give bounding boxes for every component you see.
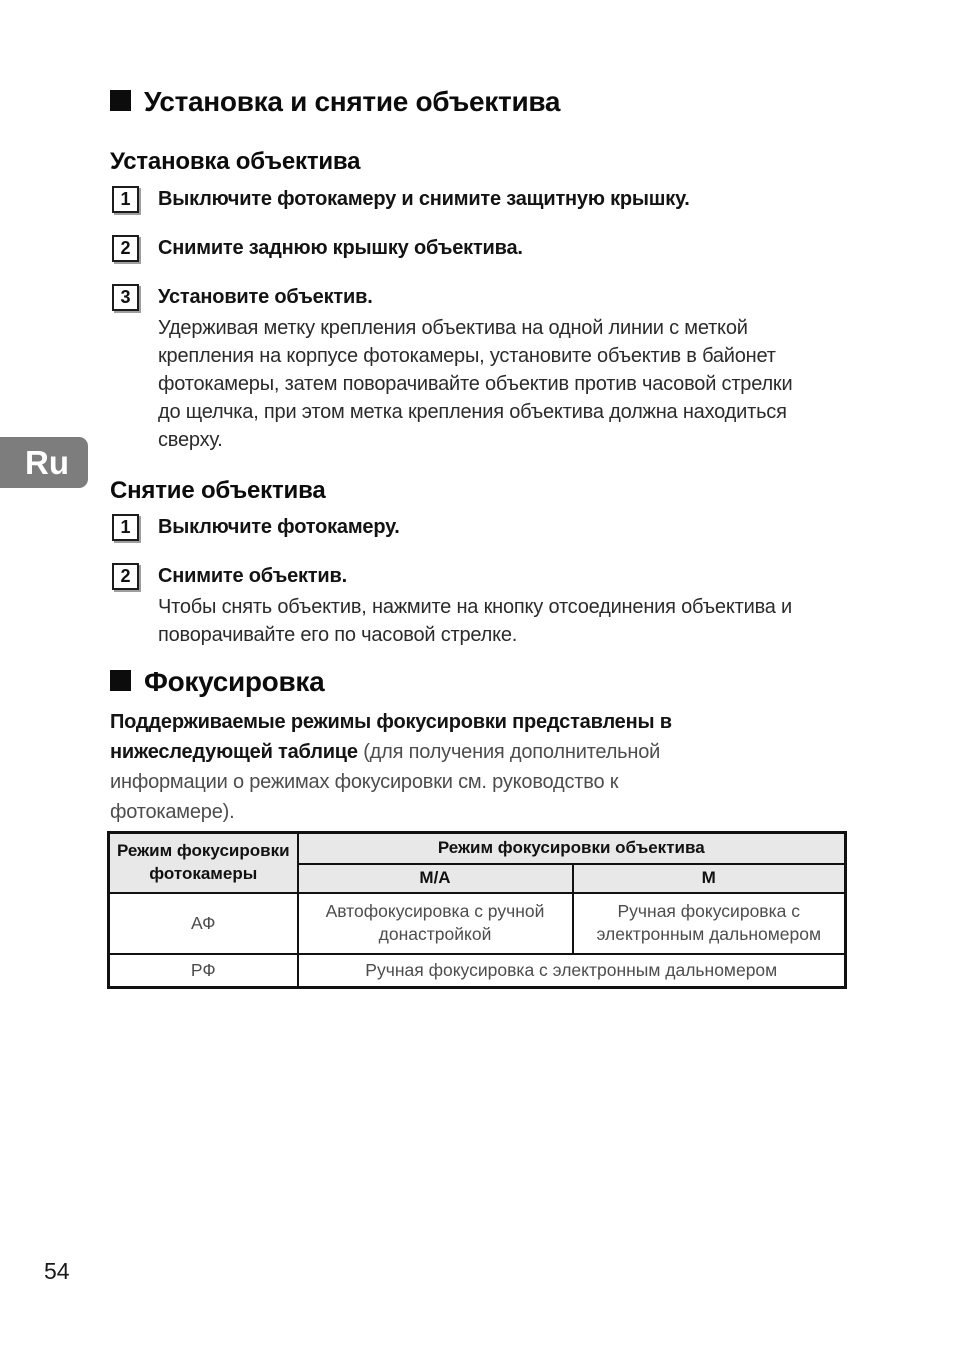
mount-step-3	[112, 284, 803, 454]
step-number-box: 2	[112, 235, 139, 262]
section-heading-text: Фокусировка	[144, 666, 325, 697]
detach-step-1	[112, 514, 803, 541]
m-column-header-cell: M	[573, 864, 846, 893]
focus-intro-main: Поддерживаемые режимы фокусировки представлены в нижеследующей таблице	[110, 711, 672, 763]
detach-step-2	[112, 563, 803, 649]
language-tab-label: Ru	[25, 443, 69, 481]
subsection-heading-text: Установка объектива	[110, 148, 361, 175]
step-title: Установите объектив.	[158, 286, 373, 308]
step-number-box: 1	[112, 186, 139, 213]
step-title: Выключите фотокамеру и снимите защитную крышку.	[158, 188, 690, 210]
camera-mode-af-cell: АФ	[109, 893, 298, 954]
step-title: Выключите фотокамеру.	[158, 516, 400, 538]
section-heading-attach-detach	[110, 86, 560, 118]
focus-intro-paragraph	[110, 707, 720, 827]
step-number-box: 1	[112, 514, 139, 541]
step-number-box: 3	[112, 284, 139, 311]
step-body: Чтобы снять объектив, нажмите на кнопку отсоединения объектива и поворачивайте его по часовой стрелке.	[158, 596, 793, 646]
step-body: Удерживая метку крепления объектива на одной линии с меткой крепления на корпусе фотокамеры, установите объектив в байонет фотокамеры, затем поворачивайте объектив против часовой стрелки до щелчка, при этом метка крепления объектива должна находиться сверху.	[158, 317, 793, 451]
lens-mode-header-cell: Режим фокусировки объектива	[298, 833, 846, 864]
table-row-mf	[109, 954, 846, 988]
section-heading-focus	[110, 666, 324, 698]
mount-step-2	[112, 235, 803, 262]
subsection-heading-mount	[110, 148, 360, 176]
ma-column-header-cell: M/A	[298, 864, 573, 893]
mf-full-cell: Ручная фокусировка с электронным дальномером	[298, 954, 846, 988]
square-bullet-icon	[110, 670, 131, 691]
focus-intro-note: (для получения дополнительной информации о режимах фокусировки см. руководство к фотокамере).	[110, 741, 661, 823]
step-title: Снимите заднюю крышку объектива.	[158, 237, 523, 259]
square-bullet-icon	[110, 90, 131, 111]
language-tab-ru	[0, 437, 88, 488]
camera-mode-header-cell: Режим фокусировки фотокамеры	[109, 833, 298, 893]
subsection-heading-detach	[110, 477, 325, 505]
mount-step-1	[112, 186, 803, 213]
section-heading-text: Установка и снятие объектива	[144, 86, 561, 117]
camera-mode-mf-cell: РФ	[109, 954, 298, 988]
page-number: 54	[44, 1258, 70, 1284]
step-number-box: 2	[112, 563, 139, 590]
step-title: Снимите объектив.	[158, 565, 347, 587]
af-m-cell: Ручная фокусировка с электронным дальномером	[573, 893, 846, 954]
focus-modes-table	[107, 831, 847, 989]
af-ma-cell: Автофокусировка с ручной донастройкой	[298, 893, 573, 954]
subsection-heading-text: Снятие объектива	[110, 477, 326, 504]
table-row-af	[109, 893, 846, 954]
